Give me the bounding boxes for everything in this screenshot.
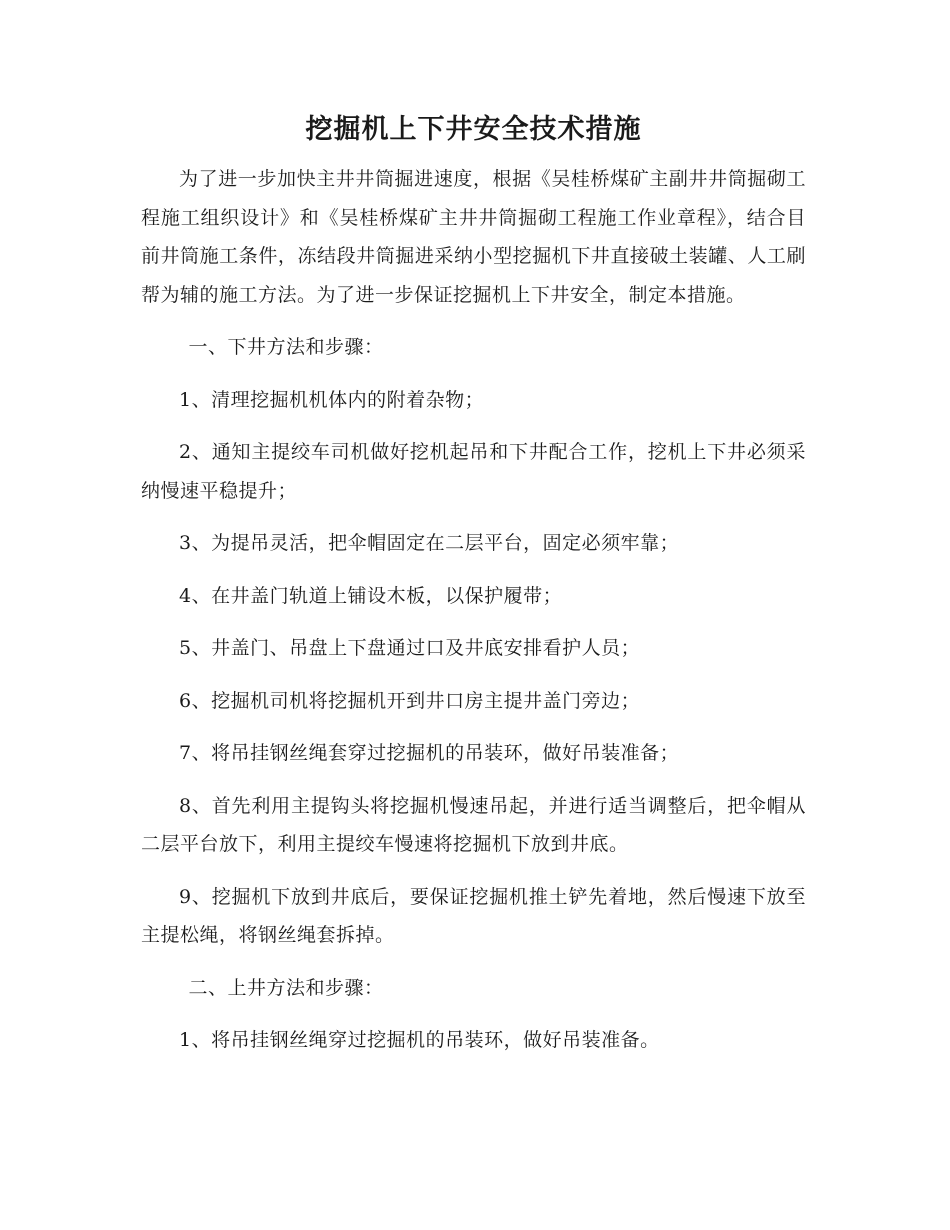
section-1-item-7: 7、将吊挂钢丝绳套穿过挖掘机的吊装环，做好吊装准备；	[179, 742, 680, 764]
section-1-heading: 一、下井方法和步骤：	[188, 336, 384, 358]
intro-paragraph: 为了进一步加快主井井筒掘进速度，根据《吴桂桥煤矿主副井井筒掘砌工程施工组织设计》和《吴桂桥煤矿主井井筒掘砌工程施工作业章程》，结合目前井筒施工条件，冻结段井筒掘进采纳小型挖掘机下井直接破土装罐、人工刷帮为辅的施工方法。为了进一步保证挖掘机上下井安全，制定本措施。	[141, 168, 806, 306]
section-1-item-8: 8、首先利用主提钩头将挖掘机慢速吊起，并进行适当调整后，把伞帽从二层平台放下，利用主提绞车慢速将挖掘机下放到井底。	[141, 794, 806, 855]
section-1-item-9: 9、挖掘机下放到井底后，要保证挖掘机推土铲先着地，然后慢速下放至主提松绳，将钢丝绳套拆掉。	[141, 885, 806, 946]
section-1-item-2: 2、通知主提绞车司机做好挖机起吊和下井配合工作，挖机上下井必须采纳慢速平稳提升；	[141, 441, 806, 502]
document-page	[141, 110, 806, 1060]
section-2-heading: 二、上井方法和步骤：	[188, 976, 384, 999]
section-1-item-6: 6、挖掘机司机将挖掘机开到井口房主提井盖门旁边；	[179, 689, 641, 712]
section-1-item-4: 4、在井盖门轨道上铺设木板，以保护履带；	[179, 584, 563, 607]
section-1-item-5: 5、井盖门、吊盘上下盘通过口及井底安排看护人员；	[179, 637, 641, 659]
section-2-item-1: 1、将吊挂钢丝绳穿过挖掘机的吊装环，做好吊装准备。	[179, 1029, 660, 1051]
document-title: 挖掘机上下井安全技术措施	[305, 114, 642, 145]
section-1-item-1: 1、清理挖掘机机体内的附着杂物；	[179, 388, 485, 411]
section-1-item-3: 3、为提吊灵活，把伞帽固定在二层平台，固定必须牢靠；	[179, 532, 680, 554]
